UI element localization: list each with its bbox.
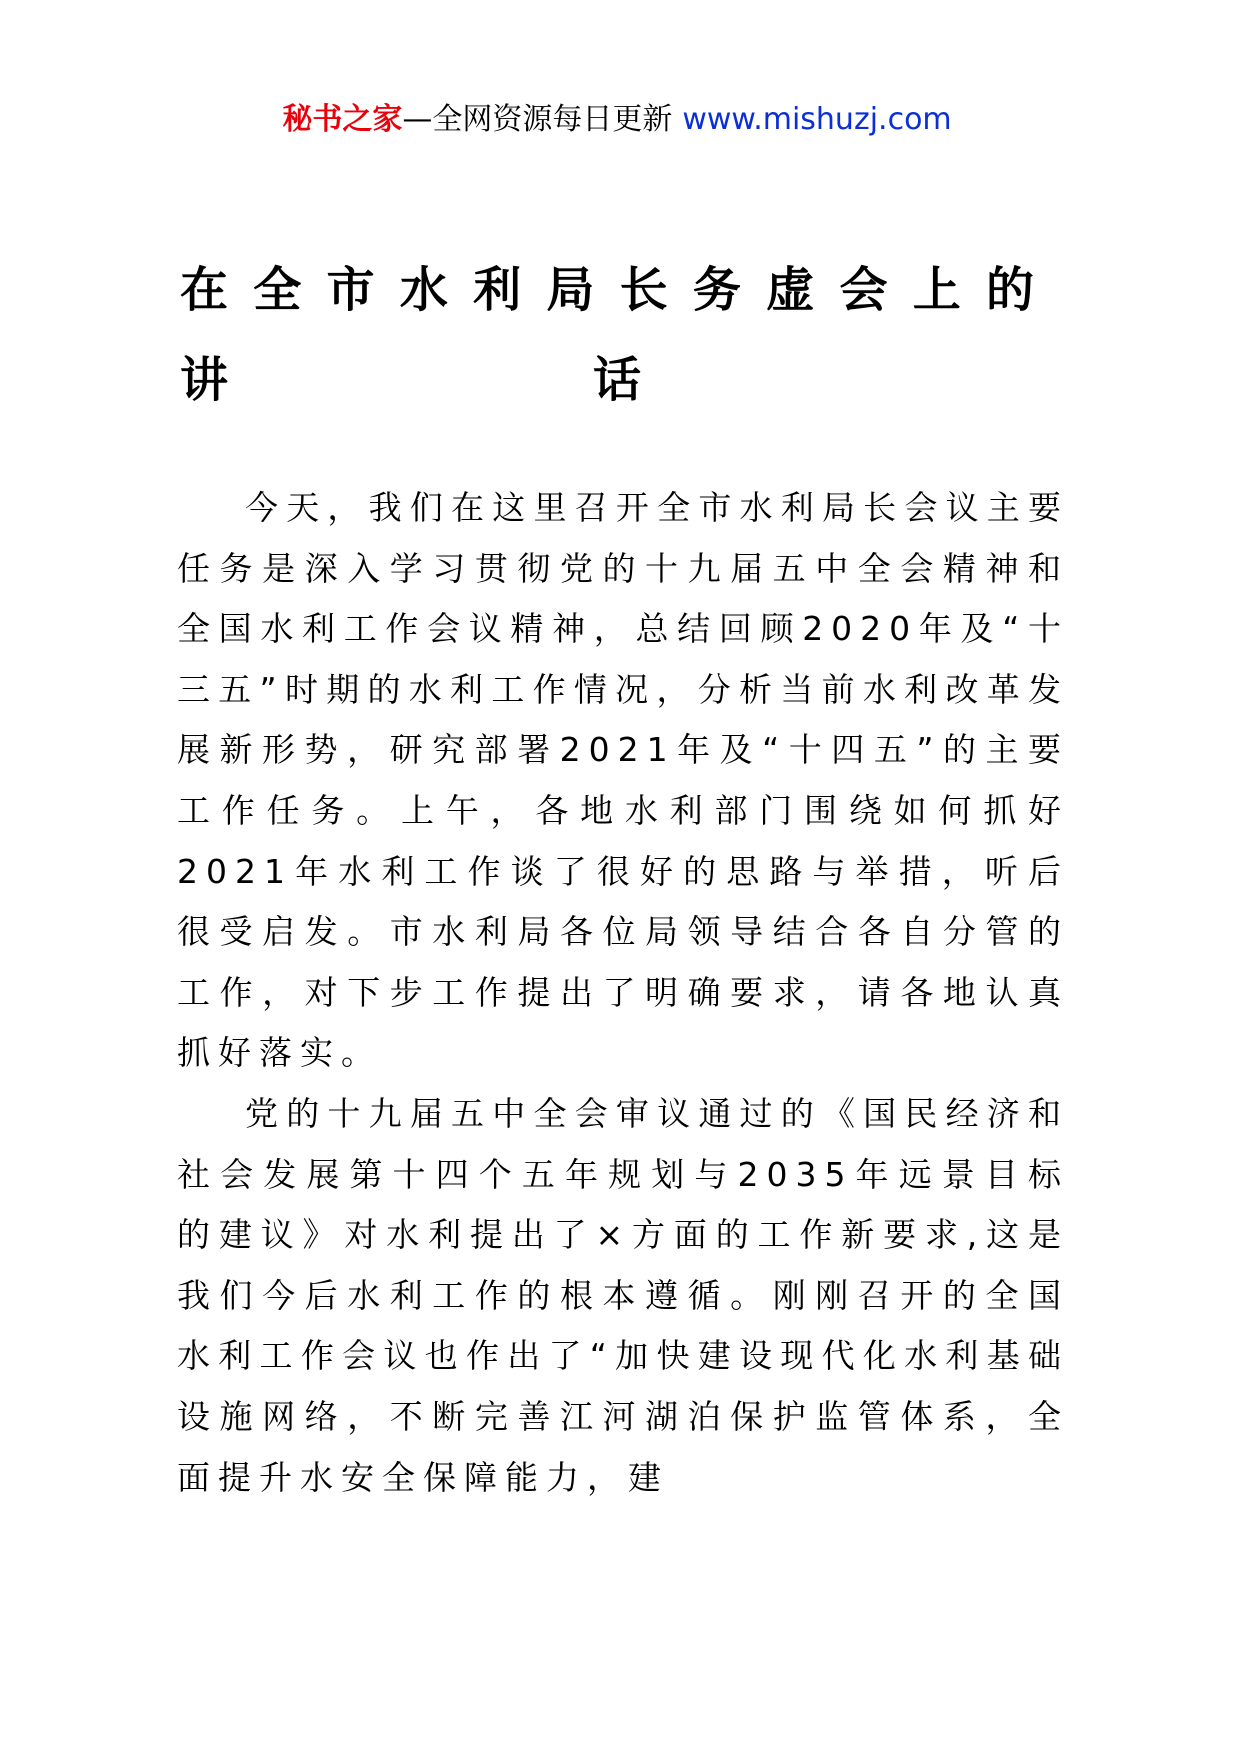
document-title-line2: 话	[592, 352, 641, 408]
site-url-link[interactable]: www.mishuzj.com	[682, 102, 952, 137]
site-brand: 秘书之家	[282, 102, 403, 137]
site-header	[0, 100, 1234, 140]
document-title-line1: 在全市水利局长务虚会上的讲	[180, 262, 1054, 408]
paragraph: 党的十九届五中全会审议通过的《国民经济和社会发展第十四个五年规划与2035年远景目标的建议》对水利提出了×方面的工作新要求,这是我们今后水利工作的根本遵循。刚刚召开的全国水利工作会议也作出了“加快建设现代化水利基础设施网络，不断完善江河湖泊保护监管体系，全面提升水安全保障能力，建	[177, 1093, 1069, 1497]
paragraph: 今天，我们在这里召开全市水利局长会议主要任务是深入学习贯彻党的十九届五中全会精神和全国水利工作会议精神，总结回顾2020年及“十三五”时期的水利工作情况，分析当前水利改革发展新形势，研究部署2021年及“十四五”的主要工作任务。上午，各地水利部门围绕如何抓好2021年水利工作谈了很好的思路与举措，听后很受启发。市水利局各位局领导结合各自分管的工作，对下步工作提出了明确要求，请各地认真抓好落实。	[177, 488, 1069, 1073]
site-tagline: —全网资源每日更新	[402, 102, 673, 137]
document-body	[177, 478, 1069, 1508]
